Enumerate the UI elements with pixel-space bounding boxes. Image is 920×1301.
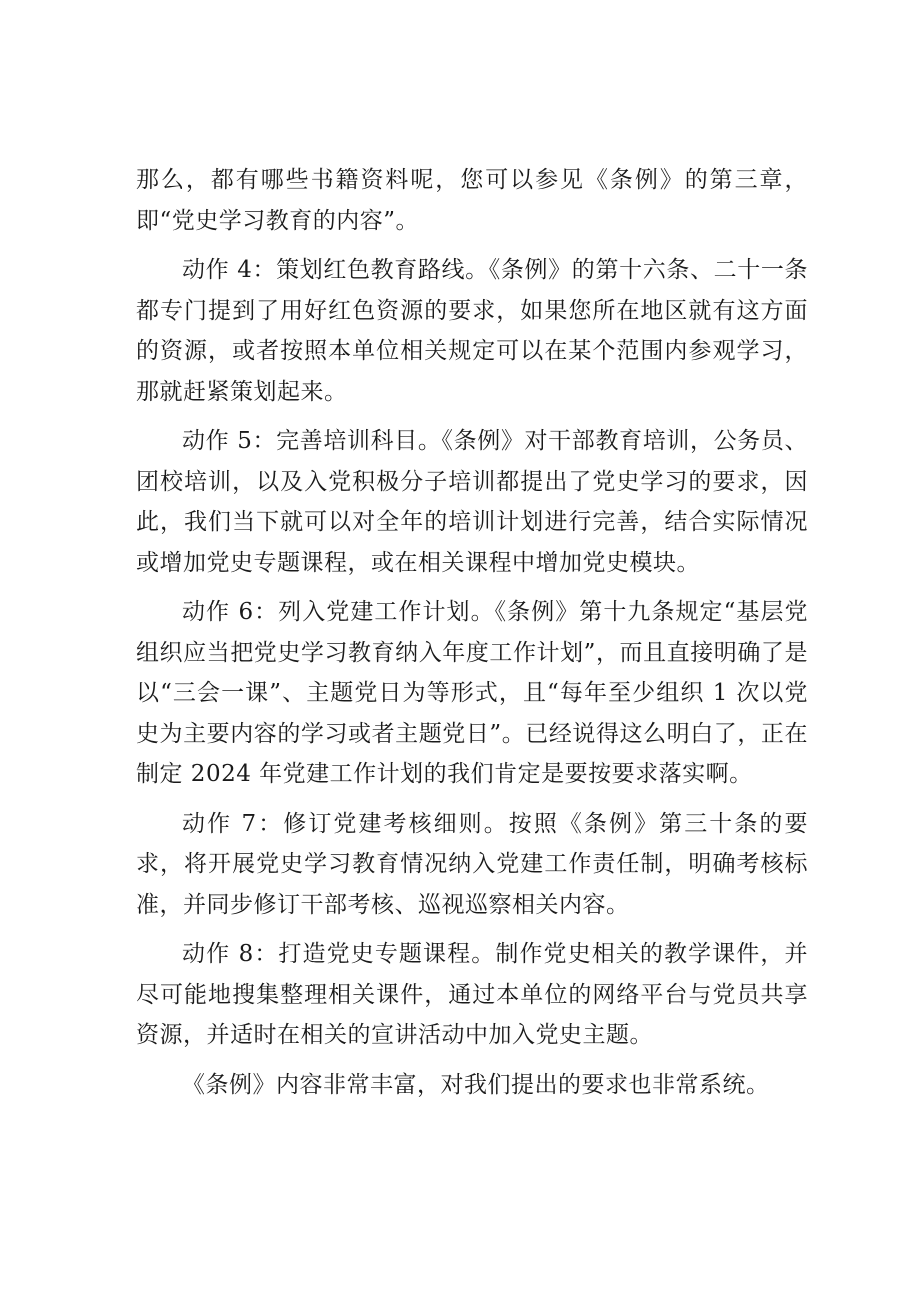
paragraph-action-4: 动作 4：策划红色教育路线。《条例》的第十六条、二十一条都专门提到了用好红色资源的要求，如果您所在地区就有这方面的资源，或者按照本单位相关规定可以在某个范围内参观学习，那就赶紧策划起来。 (136, 257, 808, 405)
paragraph-closing: 《条例》内容非常丰富，对我们提出的要求也非常系统。 (182, 1071, 770, 1098)
document-body (136, 160, 808, 1114)
paragraph-action-5: 动作 5：完善培训科目。《条例》对干部教育培训，公务员、团校培训，以及入党积极分子培训都提出了党史学习的要求，因此，我们当下就可以对全年的培训计划进行完善，结合实际情况或增加党史专题课程，或在相关课程中增加党史模块。 (136, 428, 808, 576)
paragraph-book-resources: 那么，都有哪些书籍资料呢，您可以参见《条例》的第三章，即“党史学习教育的内容”。 (136, 167, 808, 234)
paragraph-action-7: 动作 7：修订党建考核细则。按照《条例》第三十条的要求，将开展党史学习教育情况纳入党建工作责任制，明确考核标准，并同步修订干部考核、巡视巡察相关内容。 (136, 810, 808, 918)
paragraph-action-8: 动作 8：打造党史专题课程。制作党史相关的教学课件，并尽可能地搜集整理相关课件，通过本单位的网络平台与党员共享资源，并适时在相关的宣讲活动中加入党史主题。 (136, 941, 808, 1048)
paragraph-action-6: 动作 6：列入党建工作计划。《条例》第十九条规定“基层党组织应当把党史学习教育纳入年度工作计划”，而且直接明确了是以“三会一课”、主题党日为等形式，且“每年至少组织 1 次以党史为主要内容的学习或者主题党日”。已经说得这么明白了，正在制定 2024 年党建工作计划的我们肯定是要按要求落实啊。 (136, 599, 808, 787)
